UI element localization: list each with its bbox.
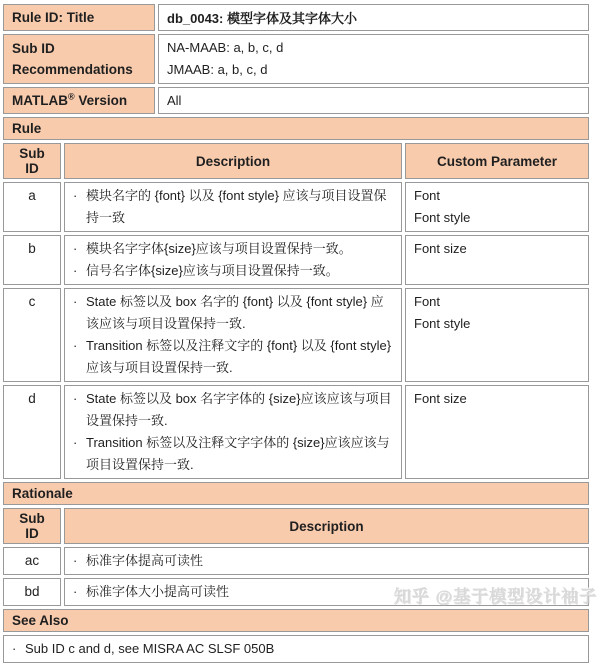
bullet-dot: · (73, 338, 78, 353)
table-row (3, 87, 589, 114)
table-row (3, 4, 589, 31)
rationale-subid-column-header: Sub ID (3, 508, 61, 544)
rule-row-b-subid: b (3, 235, 61, 285)
bullet-item: · Transition 标签以及注释文字字体的 {size}应该应该与项目设置保持一致. (73, 432, 393, 476)
bullet-item: · 模块名字字体{size}应该与项目设置保持一致。 (73, 238, 393, 260)
matlab-version-label (3, 87, 155, 114)
matlab-version-value: All (158, 87, 589, 114)
rule-row-d-params: Font size (405, 385, 589, 479)
bullet-dot: · (73, 241, 78, 256)
matlab-version-label-rest: Version (74, 93, 128, 108)
subid-recommendations-value (158, 34, 589, 84)
subid-recommendations-label: Sub ID Recommendations (3, 34, 155, 84)
bullet-item: · State 标签以及 box 名字的 {font} 以及 {font style} 应该应该与项目设置保持一致. (73, 291, 393, 335)
rationale-section-header: Rationale (3, 482, 589, 505)
table-row (3, 117, 589, 140)
rule-id-label: Rule ID: Title (3, 4, 155, 31)
rule-row-c-subid: c (3, 288, 61, 382)
table-row (3, 235, 589, 285)
zhihu-watermark: 知乎 @基于模型设计袖子 (393, 587, 597, 606)
rule-subid-column-header: Sub ID (3, 143, 61, 179)
bullet-dot: · (73, 263, 78, 278)
table-row (3, 182, 589, 232)
bullet-item: · 模块名字的 {font} 以及 {font style} 应该与项目设置保持一致 (73, 185, 393, 229)
matlab-version-label-name: MATLAB (12, 93, 68, 108)
rule-row-b-description (64, 235, 402, 285)
bullet-dot: · (73, 294, 78, 309)
bullet-dot: · (73, 391, 78, 406)
rule-row-c-description (64, 288, 402, 382)
rule-id-value: db_0043: 模型字体及其字体大小 (158, 4, 589, 31)
bullet-item: · State 标签以及 box 名字字体的 {size}应该应该与项目设置保持一致. (73, 388, 393, 432)
info-table (0, 1, 592, 117)
table-row (3, 143, 589, 179)
rule-row-b-params: Font size (405, 235, 589, 285)
see-also-section-header: See Also (3, 609, 589, 632)
table-row (3, 508, 589, 544)
table-row (3, 482, 589, 505)
table-row (3, 609, 589, 632)
rule-table (0, 114, 592, 482)
rule-row-d-description (64, 385, 402, 479)
rule-row-a-params: Font Font style (405, 182, 589, 232)
bullet-dot: · (73, 435, 78, 450)
rationale-description-column-header: Description (64, 508, 589, 544)
bullet-item: · Transition 标签以及注释文字的 {font} 以及 {font style} 应该与项目设置保持一致. (73, 335, 393, 379)
bullet-dot: · (73, 553, 78, 568)
table-row (3, 385, 589, 479)
table-row (3, 34, 589, 84)
bullet-dot: · (73, 584, 78, 599)
bullet-item: · 信号名字体{size}应该与项目设置保持一致。 (73, 260, 393, 282)
table-row (3, 635, 589, 663)
rationale-row-ac-description (64, 547, 589, 575)
table-row (3, 288, 589, 382)
registered-trademark-symbol: ® (67, 91, 75, 102)
bullet-item: · 标准字体大小提高可读性 (73, 581, 580, 603)
table-row (3, 547, 589, 575)
bullet-item: · 标准字体提高可读性 (73, 550, 580, 572)
rule-section-header: Rule (3, 117, 589, 140)
see-also-table (0, 606, 592, 666)
rule-row-a-description (64, 182, 402, 232)
rule-row-c-params: Font Font style (405, 288, 589, 382)
jmaab-line: JMAAB: a, b, c, d (167, 62, 268, 77)
rule-row-a-subid: a (3, 182, 61, 232)
bullet-item: · Sub ID c and d, see MISRA AC SLSF 050B (12, 638, 580, 660)
rule-row-d-subid: d (3, 385, 61, 479)
na-maab-line: NA-MAAB: a, b, c, d (167, 40, 284, 55)
bullet-dot: · (73, 188, 78, 203)
bullet-dot: · (12, 641, 17, 656)
rationale-row-ac-subid: ac (3, 547, 61, 575)
rule-custom-parameter-column-header: Custom Parameter (405, 143, 589, 179)
rule-description-column-header: Description (64, 143, 402, 179)
see-also-content (3, 635, 589, 663)
rationale-row-bd-subid: bd (3, 578, 61, 606)
